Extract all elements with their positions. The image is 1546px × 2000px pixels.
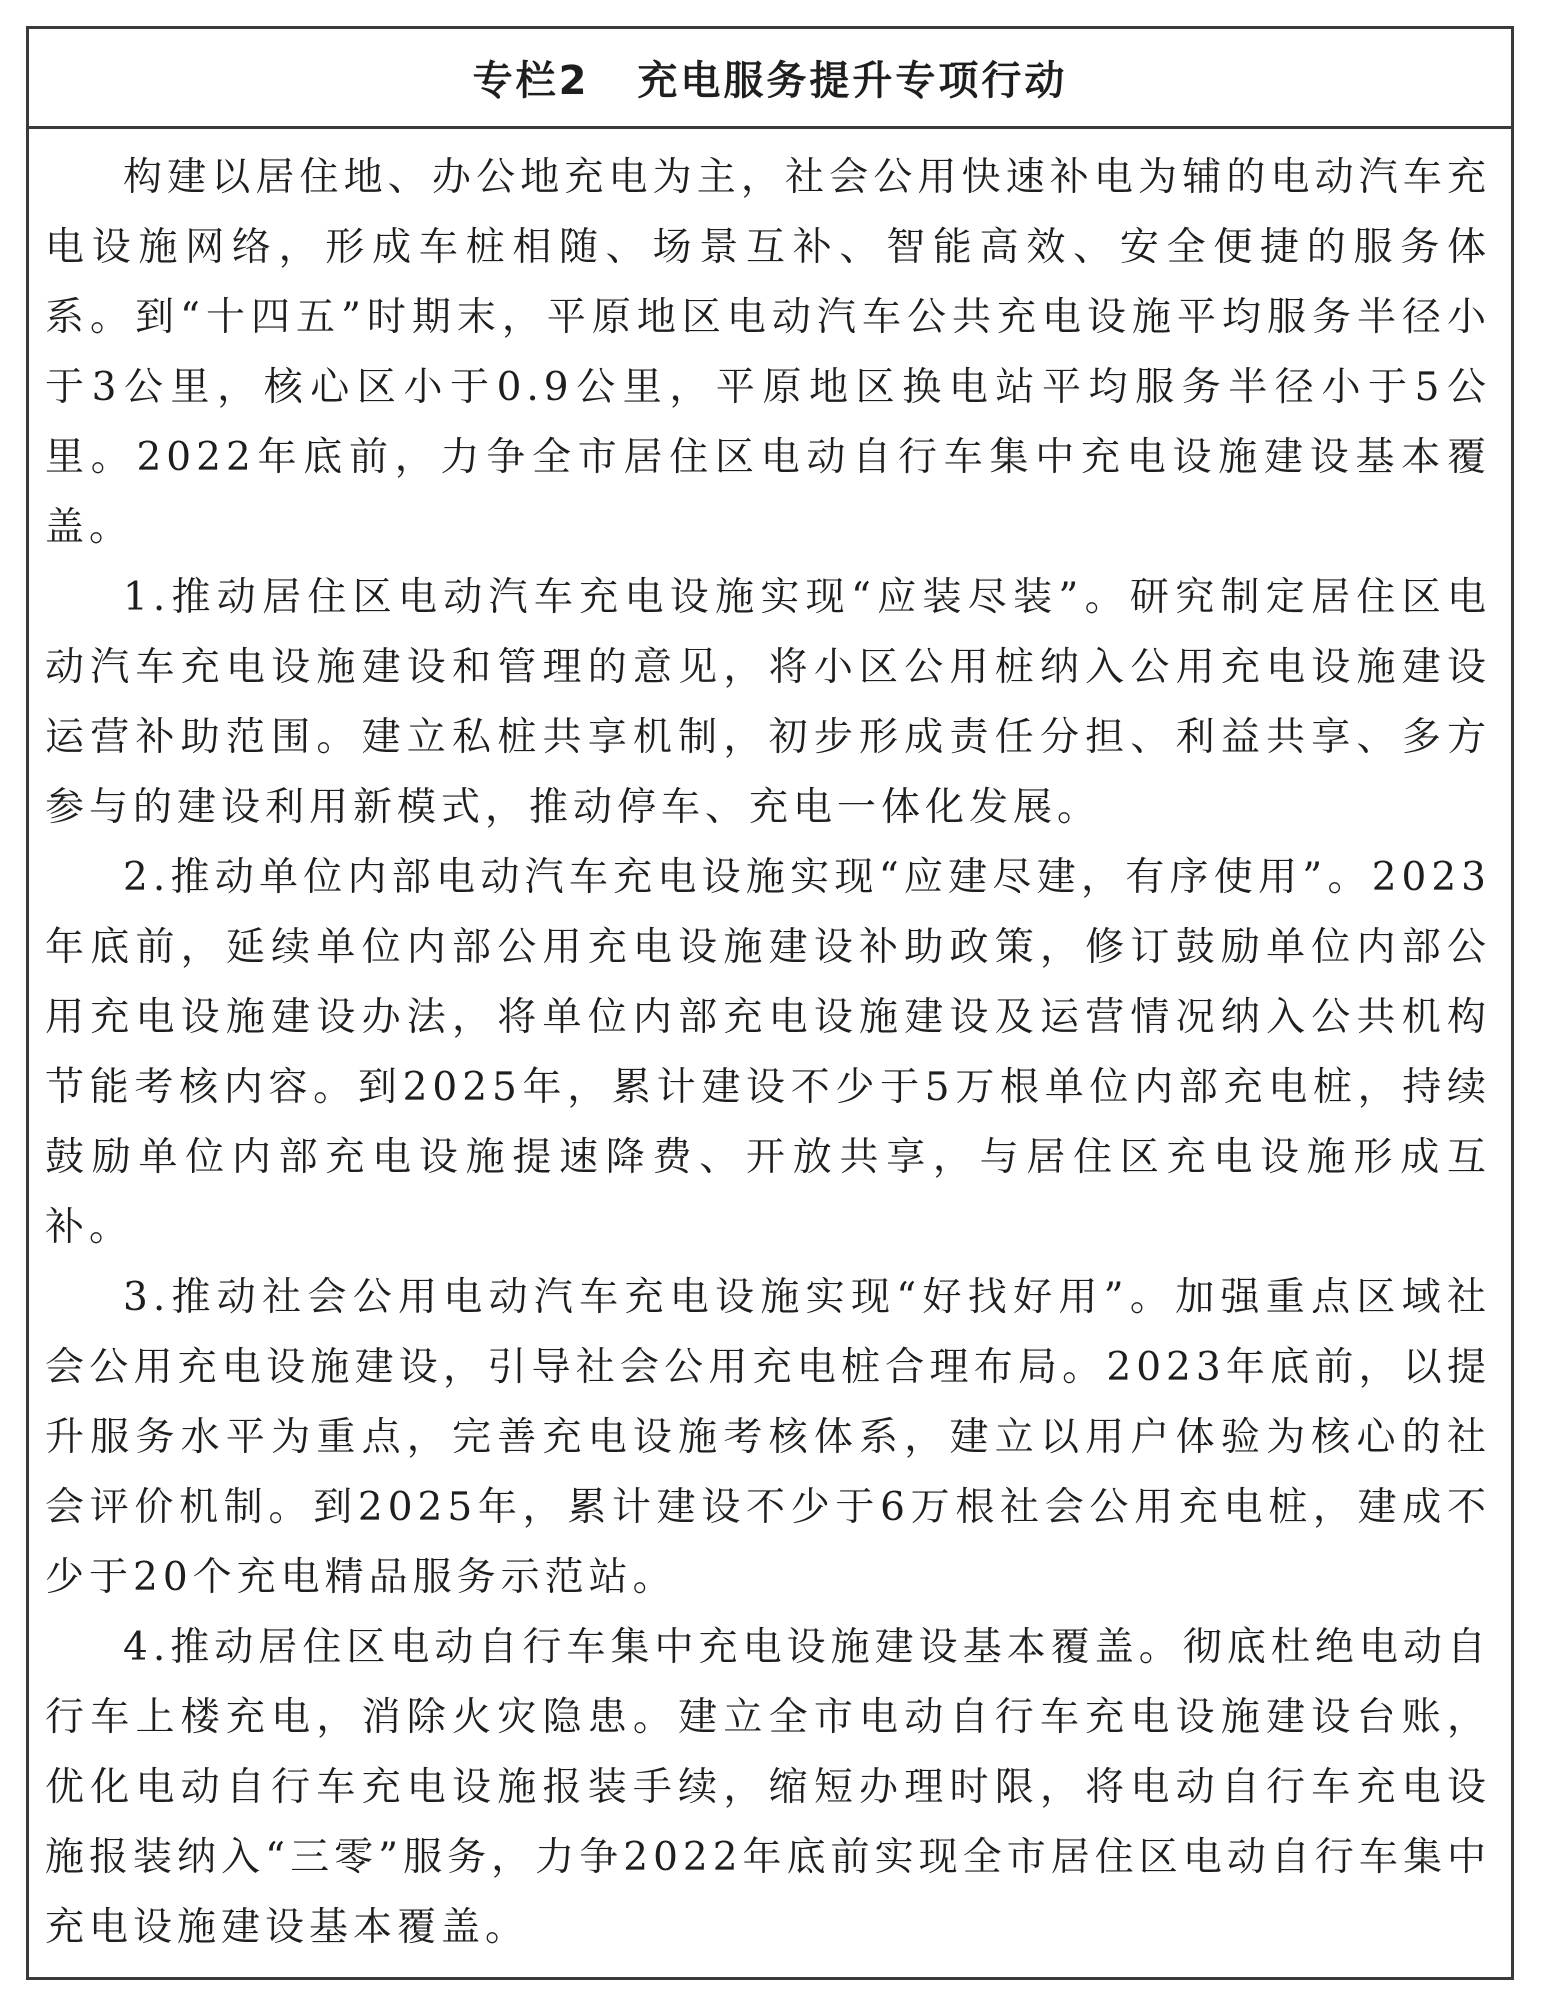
column-heading: 充电服务提升专项行动 [637,58,1068,104]
column-header [29,29,1511,129]
item-2-paragraph: 2.推动单位内部电动汽车充电设施实现“应建尽建，有序使用”。2023年底前，延续单位内部公用充电设施建设补助政策，修订鼓励单位内部公用充电设施建设办法，将单位内部充电设施建设及运营情况纳入公共机构节能考核内容。到2025年，累计建设不少于5万根单位内部充电桩，持续鼓励单位内部充电设施提速降费、开放共享，与居住区充电设施形成互补。 [45,855,1491,1250]
column-body [29,129,1511,1963]
item-3-paragraph: 3.推动社会公用电动汽车充电设施实现“好找好用”。加强重点区域社会公用充电设施建设，引导社会公用充电桩合理布局。2023年底前，以提升服务水平为重点，完善充电设施考核体系，建立以用户体验为核心的社会评价机制。到2025年，累计建设不少于6万根社会公用充电桩，建成不少于20个充电精品服务示范站。 [45,1275,1491,1600]
item-1-paragraph: 1.推动居住区电动汽车充电设施实现“应装尽装”。研究制定居住区电动汽车充电设施建设和管理的意见，将小区公用桩纳入公用充电设施建设运营补助范围。建立私桩共享机制，初步形成责任分担、利益共享、多方参与的建设利用新模式，推动停车、充电一体化发展。 [45,575,1491,830]
item-4-paragraph: 4.推动居住区电动自行车集中充电设施建设基本覆盖。彻底杜绝电动自行车上楼充电，消除火灾隐患。建立全市电动自行车充电设施建设台账，优化电动自行车充电设施报装手续，缩短办理时限，将电动自行车充电设施报装纳入“三零”服务，力争2022年底前实现全市居住区电动自行车集中充电设施建设基本覆盖。 [45,1625,1491,1950]
column-box [26,26,1514,1980]
column-title [473,49,1068,106]
column-label: 专栏2 [472,58,590,104]
intro-paragraph: 构建以居住地、办公地充电为主，社会公用快速补电为辅的电动汽车充电设施网络，形成车桩相随、场景互补、智能高效、安全便捷的服务体系。到“十四五”时期末，平原地区电动汽车公共充电设施平均服务半径小于3公里，核心区小于0.9公里，平原地区换电站平均服务半径小于5公里。2022年底前，力争全市居住区电动自行车集中充电设施建设基本覆盖。 [45,155,1491,550]
